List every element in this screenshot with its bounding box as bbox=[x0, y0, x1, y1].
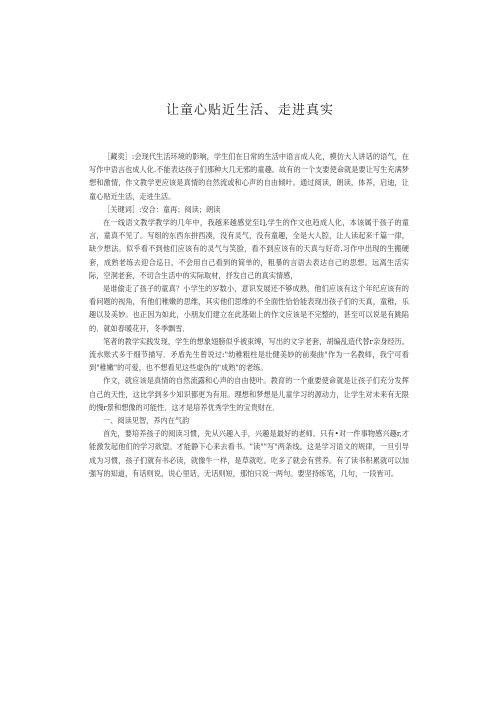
body-paragraph: 是谁偷走了孩子的童真？小学生的岁数小，意识发展还不够成熟，他们应该有这个年纪应该有的看问题的视角，有他们稚嫩的思维，其实他们思维的不全面性恰恰能表现出孩子们的天真，童稚，乐趣以及美妙。也正因为如此，小朋友们建立在此基础上的作文应该是不完整的，甚至可以说是有跳陷的．就如春暖花开，冬季飘雪． bbox=[89, 284, 409, 333]
keywords-paragraph: ［关键词］:安合：童再；阅读；朗读 bbox=[103, 204, 221, 214]
body-paragraph: 笔者的教学实践发现，学生的想象翅膀似乎被束缚，写出的文字老套，胡编乱造代替r亲身经历。流水账式多于细节描写．矛盾先生曾说过:"幼稚粗柱是壮健美妙的前奏曲"作为一名教师，我宁可看到"稚嫩"的可爱，也不想看见这些虚伪的"成熟"的老练。 bbox=[89, 336, 409, 373]
body-paragraph: 在一线语文教学教学的几年中，我越来越感觉至I],学生的作文也趋成人化，本该属于孩子的童言，童真不见了。写组的东西东拼西凑，没有灵气，没有童趣，全是大人腔，让人读起来千篇一律，缺少想法。似乎看不到他们应该有的灵气与笑脸，看不到应该有的天真与好奇.习作中出现的生搬硬套，成熟老练去迎合巡日，不会用自己看到的简单的，粗暴的言语去表达自己的思想。远离生活实际，空洞老套，不切合生活中的实际取材，抒发自己的真实情感， bbox=[89, 218, 409, 280]
abstract-paragraph: ［藏奕］:会现代生活环境的影响，学生们在日常的生活中语言成人化，模仿大人讲话的语气，在写作中语言也成人化.不能表达孩子们那种大几无邪的童趣。故有的一个支要使命就是要让写生充满梦想和激情，作文教学更应该是真情的自然流或和心声的自由倾叶。通过阅读，朗读，体养，启迪，让童心贴近生活，走进生活。 bbox=[89, 152, 409, 201]
body-paragraph: 首先，要培养孩子的阅读习惯，先从兴趣入手，兴趣是最好的老师。只有•对一件事物感兴趣r,才能激发起他们的学习欲望。才能静下心来去看书。"读""写"两条线。这是学习语文的规律，一旦引导成为习惯，孩子们就有书必读，就像牛一样，是草就吃。吃多了就会有营养。有了读书积累就可以加强写的知道，有话则说，说心里话，无话则短，那怕只说一两句。要坚持练笔，几句，一段皆可。 bbox=[89, 429, 409, 478]
body-paragraph: 作文，就应该是真情的自然流露和心声的自由使叶。教育的一个重要使命就是让孩子们充分发挥自己的天性，这比学到多少知识都更为有用。理想和梦想是儿童学习的源动力，让学生对未来有无限的慢r景和想像的可能性．这才是培养优秀学生的宝贵财在． bbox=[89, 376, 409, 412]
document-title: 让童心贴近生活、走进真实 bbox=[165, 103, 334, 118]
section-heading: 一、阅读见智，养内在气韵 bbox=[103, 416, 190, 426]
document-body bbox=[89, 150, 409, 480]
